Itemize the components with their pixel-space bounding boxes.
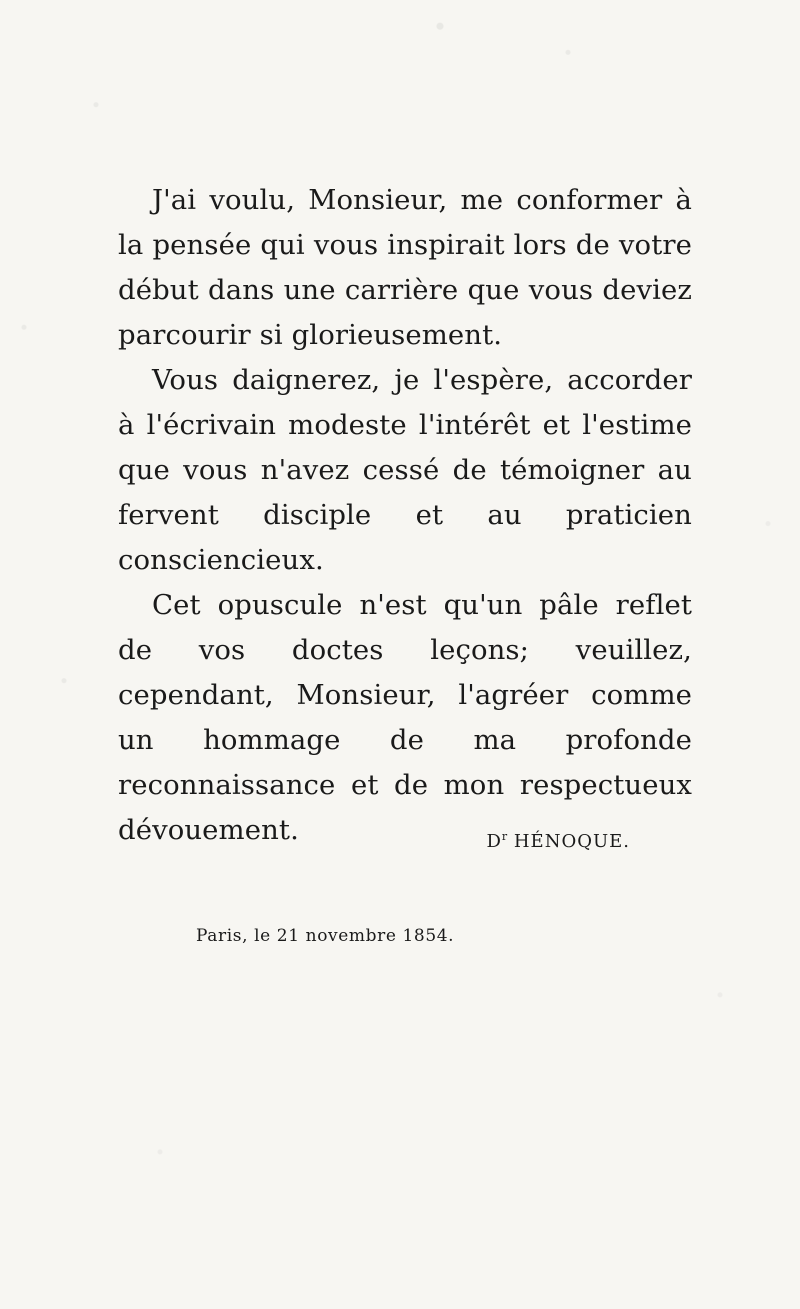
signature-prefix-superscript: r: [501, 830, 508, 843]
signature-prefix: D: [486, 831, 502, 852]
signature: [460, 830, 630, 852]
letter-body: [118, 178, 692, 853]
paragraph-1: J'ai voulu, Monsieur, me conformer à la pensée qui vous inspirait lors de votre début dans une carrière que vous deviez parcourir si glorieusement.: [118, 184, 692, 351]
signature-name: HÉNOQUE.: [507, 831, 630, 852]
dateline: Paris, le 21 novembre 1854.: [196, 926, 455, 946]
paragraph-3: Cet opuscule n'est qu'un pâle reflet de vos doctes leçons; veuillez, cependant, Monsieur, l'agréer comme un hommage de ma profonde reconnaissance et de mon respectueux dévouement.: [118, 589, 692, 846]
paragraph-2: Vous daignerez, je l'espère, accorder à l'écrivain modeste l'intérêt et l'estime que vous n'avez cessé de témoigner au fervent disciple et au praticien consciencieux.: [118, 364, 692, 576]
